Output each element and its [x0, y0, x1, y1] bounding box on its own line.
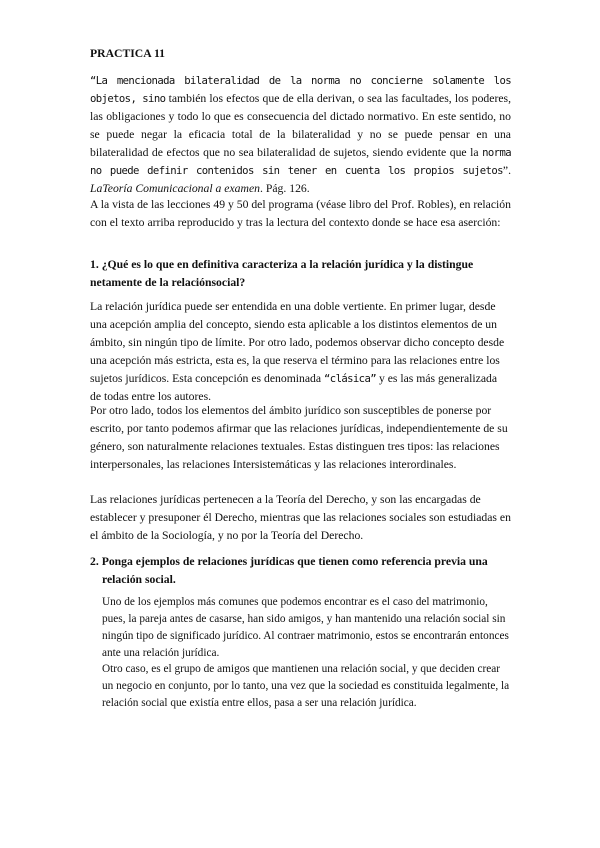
- answer-1-paragraph-2: Por otro lado, todos los elementos del ámbito jurídico son susceptibles de ponerse por escrito, por tanto podemos afirmar que las relaciones jurídicas, independientemente de su género, son naturalmente relaciones textuales. Estas distinguen tres tipos: las relaciones interpersonales, las relaciones Intersistemáticas y las relaciones interordinales.: [90, 404, 508, 471]
- quote-body: también los efectos que de ella derivan, o sea las facultades, los poderes, las obligaciones y todo lo que es consecuencia del dictado normativo. En este sentido, no se puede negar la eficacia total de la bilateralidad y no se puede pensar en una bilateralidad de efectos que no sea bilateralidad de sujetos, siendo evidente que la: [90, 92, 511, 159]
- answer-2-paragraph-2: Otro caso, es el grupo de amigos que mantienen una relación social, y que deciden crear un negocio en conjunto, por lo tanto, una vez que la sociedad es constituida legalmente, la relación social que existía entre ellos, pasa a ser una relación jurídica.: [102, 663, 510, 709]
- answer-1-clasica: “clásica”: [324, 373, 377, 385]
- document-title: PRACTICA 11: [90, 47, 166, 60]
- intro-paragraph: A la vista de las lecciones 49 y 50 del programa (véase libro del Prof. Robles), en relación con el texto arriba reproducido y tras la lectura del contexto donde se hace esa aserción:: [90, 198, 511, 229]
- answer-2-paragraph-1: Uno de los ejemplos más comunes que podemos encontrar es el caso del matrimonio, pues, la pareja antes de casarse, han sido amigos, y han mantenido una relación social sin ningún tipo de significado jurídico. Al contraer matrimonio, estos se encontrarán entonces ante una relación jurídica.: [102, 596, 509, 659]
- quote-source: LaTeoría Comunicacional a examen: [90, 182, 260, 195]
- quote-opening: “La mencionada bilateralidad de la norma no concierne solamente los objetos, sino: [90, 75, 511, 105]
- question-2: 2. Ponga ejemplos de relaciones jurídicas que tienen como referencia previa una relación social.: [90, 555, 488, 586]
- answer-1-text-c: y es las más generalizada de todas entre los autores.: [90, 372, 498, 403]
- question-1: 1. ¿Qué es lo que en definitiva caracteriza a la relación jurídica y la distingue netamente de la relaciónsocial?: [90, 258, 474, 289]
- answer-1-paragraph-1: [90, 298, 511, 406]
- quote-close: ”.: [502, 164, 511, 177]
- answer-1-paragraph-3: Las relaciones jurídicas pertenecen a la Teoría del Derecho, y son las encargadas de establecer y presuponer él Derecho, mientras que las relaciones sociales son estudiadas en el ámbito de la Sociología, y no por la Teoría del Derecho.: [90, 493, 511, 542]
- quote-highlight: norma no puede definir contenidos sin tener en cuenta los propios sujetos: [90, 147, 511, 177]
- quote-page: . Pág. 126.: [260, 182, 310, 195]
- answer-1-text-a: La relación jurídica puede ser entendida en una doble vertiente. En primer lugar, desde una acepción amplia del concepto, siendo esta aplicable a los distintos elementos de un ámbito, sin ningún tipo de límite. Por otro lado, podemos observar dicho concepto desde una acepción más estricta, esta es, la que reserva el término para las relaciones entre los sujetos jurídicos. Esta concepción es denominada: [90, 300, 505, 385]
- quote-paragraph: [90, 72, 511, 198]
